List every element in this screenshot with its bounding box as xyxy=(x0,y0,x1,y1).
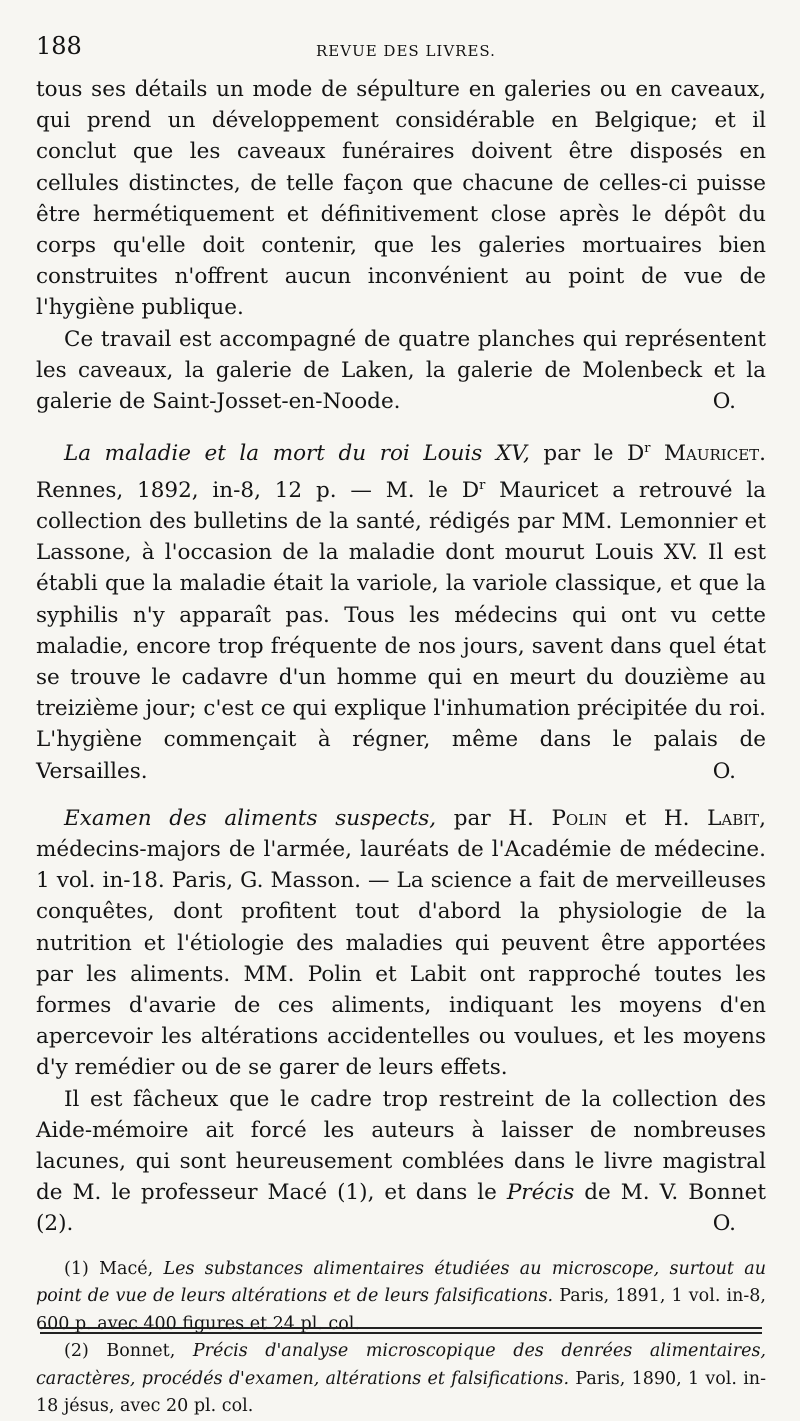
page xyxy=(36,30,766,1421)
reviewer-signature: O. xyxy=(712,389,736,415)
italic-title: Précis xyxy=(506,1180,575,1206)
footnotes xyxy=(36,1256,766,1421)
running-head: REVUE DES LIVRES. xyxy=(316,42,496,60)
review-text: , médecins-majors de l'armée, lauréats de l'Académie de médecine. 1 vol. in-18. Paris, G. Masson. — La science a fait de merveilleuses conquêtes, dont profitent tout d'abord la physiologie de la nutrition et l'étiologie des maladies qui peuvent être apportées par les aliments. MM. Polin et Labit ont rapproché toutes les formes d'avarie de ces aliments, indiquant les moyens d'en apercevoir les altérations accidentelles ou voulues, et les moyens d'y remédier ou de se garer de leurs effets. xyxy=(36,805,766,1081)
review-continuation-paragraph-2 xyxy=(36,324,766,418)
bottom-double-rule xyxy=(40,1327,762,1337)
superscript: r xyxy=(479,477,486,493)
page-header xyxy=(36,30,766,74)
paragraph-text: Ce travail est accompagné de quatre planches qui représentent les caveaux, la galerie de Laken, la galerie de Molenbeck et la galerie de Saint-Josset-en-Noode. xyxy=(36,326,766,415)
review-entry-louis-xv xyxy=(36,433,766,787)
review-text: Mauricet a retrouvé la collection des bulletins de la santé, rédigés par MM. Lemonnier et Lassone, à l'occasion de la maladie dont mourut Louis XV. Il est établi que la maladie était la variole, la variole classique, et que la syphilis n'y apparaît pas. Tous les médecins qui ont vu cette maladie, encore trop fréquente de nos jours, savent dans quel état se trouve le cadavre d'un homme qui en meurt du douzième au treizième jour; c'est ce qui explique l'inhumation précipitée du roi. L'hygiène commençait à régner, même dans le palais de Versailles. xyxy=(36,477,766,784)
byline: par H. xyxy=(436,805,552,831)
footnote-1 xyxy=(36,1256,766,1339)
review-continuation-paragraph: tous ses détails un mode de sépulture en galeries ou en caveaux, qui prend un développement considérable en Belgique; et il conclut que les caveaux funéraires doivent être disposés en cellules distinctes, de telle façon que chacune de celles-ci puisse être hermétiquement et définitivement close après le dépôt du corps qu'elle doit contenir, que les galeries mortuaires bien construites n'offrent aucun inconvénient au point de vue de l'hygiène publique. xyxy=(36,77,766,321)
author-name: Labit xyxy=(707,805,760,831)
footnote-title: Précis d'analyse microscopique des denrées alimentaires, caractères, procédés d'examen, altérations et falsifications. xyxy=(36,1341,766,1389)
book-title: Examen des aliments suspects, xyxy=(64,805,437,831)
reviewer-signature: O. xyxy=(712,1211,736,1237)
footnote-2 xyxy=(36,1338,766,1421)
book-title: La maladie et la mort du roi Louis XV, xyxy=(64,441,530,467)
rule-line xyxy=(40,1327,762,1329)
footnote-title: Les substances alimentaires étudiées au microscope, surtout au point de vue de leurs altérations et de leurs falsifications. xyxy=(36,1258,766,1307)
footnote-details: Paris, 1891, 1 vol. in-8, 600 p. avec 400 figures et 24 pl. col. xyxy=(36,1286,766,1334)
byline: par le D xyxy=(529,441,645,467)
footnote-details: Paris, 1890, 1 vol. in-18 jésus, avec 20 pl. col. xyxy=(36,1368,766,1417)
paragraph-text: Il est fâcheux que le cadre trop restreint de la collection des Aide-mémoire ait forcé les auteurs à laisser de nombreuses lacunes, qui sont heureusement comblées dans le livre magistral de M. le professeur Macé (1), et dans le xyxy=(36,1086,766,1206)
rule-line xyxy=(40,1332,762,1334)
review-entry-aliments xyxy=(36,803,766,1084)
article-body xyxy=(36,74,766,1240)
paragraph-text: de M. V. Bonnet (2). xyxy=(36,1180,766,1237)
byline-and: et H. xyxy=(607,805,708,831)
review-paragraph-2 xyxy=(36,1084,766,1240)
author-name: Polin xyxy=(551,805,608,831)
review-text: Rennes, 1892, in-8, 12 p. — M. le D xyxy=(36,477,480,503)
footnote-marker: (1) Macé, xyxy=(64,1258,164,1279)
superscript: r xyxy=(644,441,651,457)
page-number: 188 xyxy=(36,32,82,60)
footnote-marker: (2) Bonnet, xyxy=(64,1341,193,1362)
author-name: Mauricet. xyxy=(650,441,766,467)
reviewer-signature: O. xyxy=(712,758,736,784)
